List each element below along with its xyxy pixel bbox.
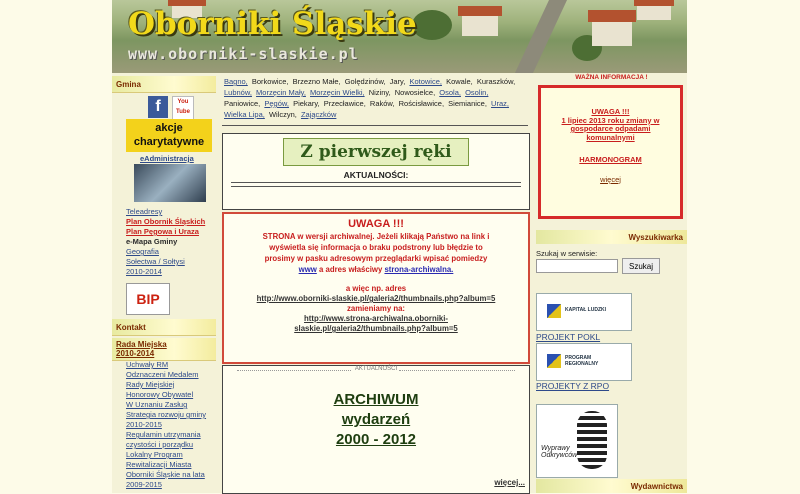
warning-line: wyświetla się informacja o braku podstrony lub błędzie to [269, 243, 483, 252]
notice-line[interactable]: komunalnymi [586, 132, 635, 142]
rada-miejska-header[interactable]: Rada Miejska 2010-2014 [112, 338, 216, 361]
new-url-link[interactable]: http://www.strona-archiwalna.oborniki- [304, 314, 448, 323]
warning-example: a więc np. adres [345, 284, 407, 293]
village-link: Piekary, [293, 99, 320, 108]
sidebar-link[interactable]: czystości i porządku [126, 440, 194, 449]
z-pierwszej-reki-badge[interactable]: Z pierwszej ręki [283, 138, 469, 166]
sidebar-link[interactable]: Teleadresy [126, 207, 163, 216]
more-link[interactable]: więcej... [494, 478, 525, 487]
kontakt-header[interactable]: Kontakt [112, 319, 216, 336]
village-link: Kuraszków, [476, 77, 516, 86]
akcje-charytatywne-banner[interactable]: akcje charytatywne [126, 119, 212, 152]
left-sidebar [112, 73, 216, 493]
sidebar-link[interactable]: W Uznaniu Zasług [126, 400, 188, 409]
gmina-header: Gmina [112, 76, 216, 93]
village-link: Siemianice, [448, 99, 487, 108]
warning-title: UWAGA !!! [348, 218, 404, 230]
notice-line[interactable]: 1 lipiec 2013 roku zmiany w [561, 115, 660, 125]
facebook-icon[interactable]: f [148, 96, 168, 118]
more-link[interactable]: więcej [600, 174, 621, 184]
header-banner [112, 0, 687, 73]
divider [231, 182, 521, 183]
sidebar-link[interactable]: Geografia [126, 247, 159, 256]
divider [231, 186, 521, 187]
warning-line: www a adres właściwy strona-archiwalna. [298, 265, 454, 274]
banner-roof [588, 10, 636, 22]
warning-line: STRONA w wersji archiwalnej. Jeżeli klikają Państwo na link i [262, 232, 490, 241]
banner-tree [412, 10, 452, 40]
sidebar-link[interactable]: Rady Miejskiej [126, 380, 175, 389]
notice-line[interactable]: gospodarce odpadami [570, 124, 651, 133]
village-link: Golędzinów, [344, 77, 386, 86]
search-header: Wyszukiwarka [536, 230, 687, 244]
right-sidebar [536, 73, 687, 493]
notice-line[interactable]: UWAGA !!! [591, 107, 630, 116]
harmonogram-link[interactable]: HARMONOGRAM [579, 155, 642, 164]
news-title: AKTUALNOŚCI: [343, 170, 409, 180]
search-label: Szukaj w serwisie: [536, 249, 598, 258]
sidebar-link[interactable]: e-Mapa Gminy [126, 237, 178, 246]
sidebar-link[interactable]: Plan Pęgowa i Uraza [126, 227, 199, 236]
program-regionalny-logo[interactable]: PROGRAM REGIONALNY [536, 343, 632, 381]
village-link: Wilczyn, [268, 110, 297, 119]
page-container [112, 0, 687, 493]
village-link[interactable]: Osolin, [465, 88, 489, 97]
youtube-icon[interactable]: You Tube [172, 96, 194, 120]
wyprawy-odkrywcow-logo[interactable]: Wyprawy Odkrywców [536, 404, 618, 478]
banner-roof [634, 0, 674, 6]
village-link: Borkowice, [251, 77, 289, 86]
banner-house [462, 14, 498, 36]
main-content [220, 73, 532, 493]
village-link: Rościsławice, [398, 99, 445, 108]
sidebar-link[interactable]: Honorowy Obywatel [126, 390, 194, 399]
village-link: Przecławice, [323, 99, 366, 108]
villages-list [224, 76, 530, 120]
banner-road [515, 0, 567, 73]
sidebar-link[interactable]: 2010-2015 [126, 420, 162, 429]
important-info-label: WAŻNA INFORMACJA ! [575, 74, 648, 81]
divider [399, 370, 515, 371]
sidebar-link[interactable]: Odznaczeni Medalem [126, 370, 199, 379]
village-link: Niziny, [368, 88, 391, 97]
sidebar-link[interactable]: Rewitalizacji Miasta [126, 460, 192, 469]
village-link[interactable]: Morzęcin Wielki, [310, 88, 365, 97]
village-link: Kowale, [446, 77, 473, 86]
village-link[interactable]: Osola, [439, 88, 461, 97]
sidebar-link[interactable]: Regulamin utrzymania [126, 430, 201, 439]
archive-link[interactable]: strona-archiwalna. [384, 265, 454, 274]
archive-label: AKTUALNOŚCI [354, 366, 398, 372]
www-link[interactable]: www [298, 265, 317, 274]
news-box [222, 133, 530, 210]
village-link[interactable]: Bagno, [224, 77, 248, 86]
sidebar-link[interactable]: Uchwały RM [126, 360, 169, 369]
village-link[interactable]: Kotowice, [409, 77, 442, 86]
publications-header: Wydawnictwa [536, 479, 687, 493]
village-link: Paniowice, [224, 99, 261, 108]
keyboard-image[interactable] [134, 164, 206, 202]
village-link: Brzezno Małe, [292, 77, 341, 86]
bip-logo[interactable]: BIP [126, 283, 170, 315]
archive-warning-box: UWAGA !!! STRONA w wersji archiwalnej. Jeżeli klikają Państwo na link i wyświetla się informacja o braku podstrony lub błędzie to prosimy w pasku adresowym przeglądarki wpisać pomiedzy www a adres właściwy strona-archiwalna. a więc np. adres http://www.oborniki-slaskie.pl/galeria2/thumbnails.php?album=5 zamieniamy na: http://www.strona-archiwalna.oborniki- slaskie.pl/galeria2/thumbnails.php?album=5 [222, 212, 530, 364]
kapital-ludzki-logo[interactable]: KAPITAŁ LUDZKI [536, 293, 632, 331]
village-link: Jary, [389, 77, 406, 86]
pokl-link[interactable]: PROJEKT POKL [536, 332, 601, 342]
divider [222, 125, 528, 126]
sidebar-link[interactable]: Plan Obornik Śląskich [126, 217, 206, 226]
village-link[interactable]: Uraz, [491, 99, 509, 108]
site-url: www.oborniki-slaskie.pl [128, 45, 359, 63]
sidebar-link[interactable]: Sołectwa / Sołtysi [126, 257, 185, 266]
warning-line: prosimy w pasku adresowym przeglądarki wpisać pomiedzy [264, 254, 488, 263]
sidebar-link[interactable]: 2010-2014 [126, 267, 162, 276]
old-url-link[interactable]: http://www.oborniki-slaskie.pl/galeria2/thumbnails.php?album=5 [256, 294, 496, 303]
banner-house [592, 20, 632, 46]
important-notice [538, 85, 683, 219]
banner-roof [458, 6, 502, 16]
village-link[interactable]: Pęgów, [264, 99, 289, 108]
village-link[interactable]: Zajączków [300, 110, 337, 119]
search-button[interactable]: Szukaj [622, 258, 660, 274]
search-input[interactable] [536, 259, 618, 273]
new-url-link[interactable]: slaskie.pl/galeria2/thumbnails.php?album=5 [294, 324, 458, 333]
village-link[interactable]: Wielka Lipa, [224, 110, 265, 119]
village-link: Raków, [369, 99, 395, 108]
sidebar-link[interactable]: Oborniki Śląskie na lata [126, 470, 205, 479]
rpo-link[interactable]: PROJEKTY Z RPO [536, 381, 610, 391]
archive-box [222, 365, 530, 494]
sidebar-link[interactable]: 2009-2015 [126, 480, 162, 489]
archive-link[interactable]: ARCHIWUM wydarzeń 2000 - 2012 [333, 391, 419, 448]
village-link[interactable]: Morzęcin Mały, [256, 88, 306, 97]
village-link: Nowosielce, [394, 88, 436, 97]
site-title: Oborniki Śląskie [128, 6, 417, 42]
sidebar-link[interactable]: Strategia rozwoju gminy [126, 410, 207, 419]
sidebar-link[interactable]: Lokalny Program [126, 450, 183, 459]
village-link[interactable]: Lubnów, [224, 88, 252, 97]
eadministracja-link[interactable]: eAdministracja [140, 154, 194, 163]
